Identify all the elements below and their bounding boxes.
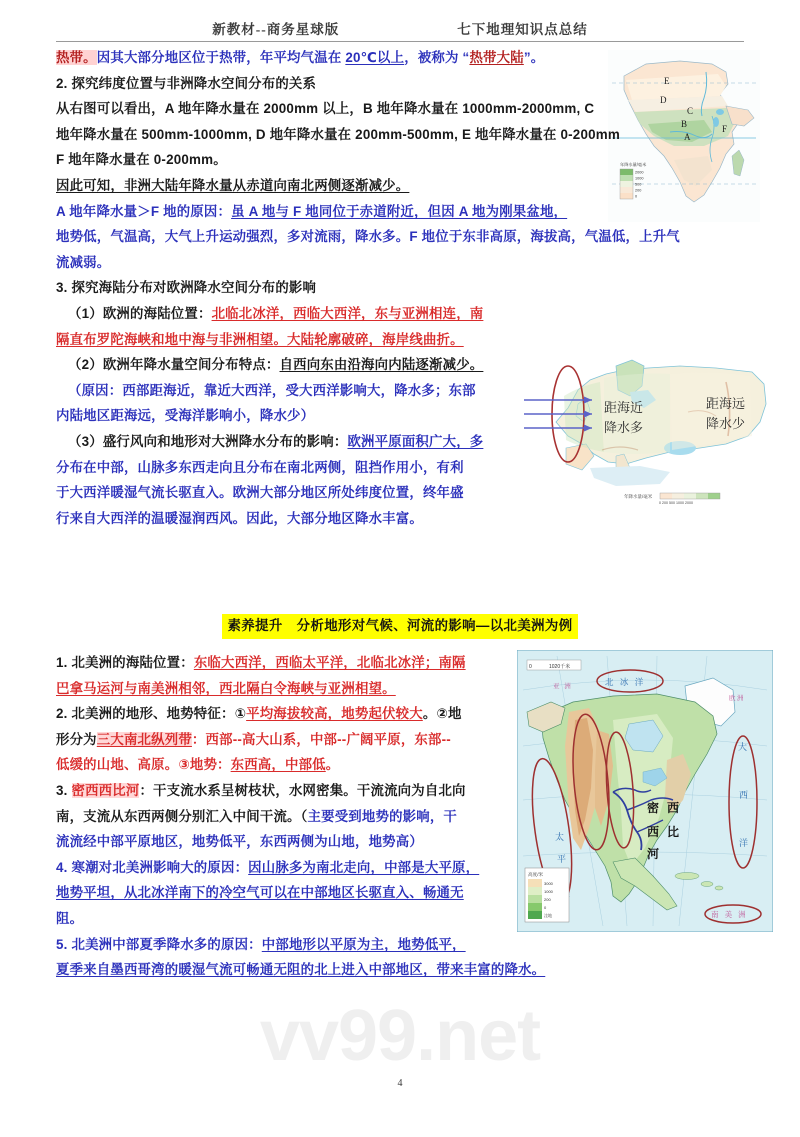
section-banner — [222, 614, 579, 639]
text-line-na-8: 流流经中部平原地区，地势低平，东西两侧为山地，地势高） — [56, 834, 423, 850]
africa-nickname: 热带大陆 — [469, 50, 524, 65]
svg-text:B: B — [681, 119, 688, 129]
text-line-europe-8: 分布在中部，山脉多东西走向且分布在南北两侧，阻挡作用小，有利 — [56, 459, 464, 475]
svg-text:平: 平 — [557, 854, 567, 864]
text-line-europe-6: 内陆地区距海远，受海洋影响小，降水少） — [56, 408, 315, 424]
svg-text:欧洲: 欧洲 — [729, 695, 745, 702]
svg-text:200: 200 — [635, 188, 642, 193]
text-line-na-12 — [56, 932, 744, 958]
na-river-name: 密西西比河 — [71, 782, 140, 798]
text-line-europe-9: 于大西洋暖湿气流长驱直入。欧洲大部分地区所处纬度位置，终年盛 — [56, 485, 464, 501]
svg-text:距海远: 距海远 — [706, 396, 746, 411]
text-line-africa-3: 从右图可以看出，A 地年降水量在 2000mm 以上，B 地年降水量在 1000mm-2000mm, C — [56, 101, 595, 117]
text-line-na-13: 夏季来自墨西哥湾的暖湿气流可畅通无阻的北上进入中部地区，带来丰富的降水。 — [56, 962, 546, 978]
na-pos-answer: 东临大西洋，西临太平洋，北临北冰洋；南隔 — [193, 655, 466, 670]
svg-text:500: 500 — [635, 182, 642, 187]
svg-text:河: 河 — [647, 847, 660, 861]
text-line-na-3 — [56, 701, 744, 727]
svg-text:A: A — [684, 132, 691, 142]
text-line-europe-3: 隔直布罗陀海峡和地中海与非洲相望。大陆轮廓破碎，海岸线曲折。 — [56, 331, 464, 347]
text-line-europe-2 — [56, 301, 744, 327]
na-terrain-a1: 平均海拔较高，地势起伏较大 — [246, 706, 423, 722]
svg-text:西: 西 — [667, 801, 680, 815]
svg-text:北 冰 洋: 北 冰 洋 — [605, 677, 646, 687]
text-line-africa-8: 地势低，气温高，大气上升运动强烈，多对流雨，降水多。F 地位于东非高原，海拔高，气温低，上升气 — [56, 229, 680, 245]
na-river-desc2: 南，支流从东西两侧分别汇入中间干流。（ — [56, 808, 308, 824]
svg-text:1000: 1000 — [544, 889, 553, 894]
svg-text:西: 西 — [647, 825, 660, 839]
svg-text:C: C — [687, 106, 694, 116]
africa-conclusion: 因此可知，非洲大陆年降水量从赤道向南北两侧逐渐减少。 — [56, 177, 410, 193]
text-line-na-5 — [56, 752, 744, 778]
banner-title: 分析地形对气候、河流的影响—以北美洲为例 — [296, 618, 573, 633]
na-terrain-c: 。②地 — [422, 706, 462, 722]
text-line-na-6 — [56, 778, 744, 804]
text-line-africa-7 — [56, 199, 744, 225]
na-relief-end: 。 — [325, 757, 340, 773]
svg-text:200: 200 — [544, 897, 551, 902]
europe-precip-answer: 自西向东由沿海向内陆逐渐减少。 — [279, 357, 484, 373]
main-text-upper — [56, 45, 744, 531]
watermark: vv99.net — [259, 996, 541, 1076]
text-line-europe-7 — [56, 429, 744, 455]
text-line-na-11: 阻。 — [56, 910, 84, 926]
text-line-africa-9: 流减弱。 — [56, 254, 111, 270]
na-relief-answer: 东西高，中部低 — [230, 757, 326, 773]
text-line-na-4 — [56, 727, 744, 753]
africa-q-label: A 地年降水量＞F 地的原因： — [56, 203, 232, 219]
svg-text:大: 大 — [738, 742, 748, 752]
svg-text:密: 密 — [647, 801, 660, 815]
europe-pos-label: （1）欧洲的海陆位置： — [68, 305, 212, 321]
na-belt-term: 三大南北纵列带 — [96, 731, 192, 747]
na-terrain-label: 2. 北美洲的地形、地势特征：① — [56, 706, 247, 722]
text-line-africa-4: 地年降水量在 500mm-1000mm, D 地年降水量在 200mm-500mm, E 地年降水量在 0-200mm — [56, 126, 620, 142]
svg-text:0: 0 — [529, 664, 532, 670]
svg-text:年降水量/毫米: 年降水量/毫米 — [620, 162, 647, 167]
svg-text:洋: 洋 — [739, 838, 749, 848]
text-line-na-1 — [56, 650, 744, 676]
na-relief-label: 低缓的山地、高原。③地势： — [56, 757, 231, 773]
na-cold-answer: 因山脉多为南北走向，中部是大平原， — [248, 859, 480, 875]
banner-tag: 素养提升 — [227, 618, 283, 633]
europe-pos-answer: 北临北冰洋，西临大西洋，东与亚洲相连，南 — [211, 305, 484, 321]
svg-text:D: D — [660, 95, 667, 105]
header-divider — [56, 41, 744, 42]
africa-q-answer: 虽 A 地与 F 地同位于赤道附近，但因 A 地为刚果盆地， — [231, 203, 568, 219]
svg-text:降水多: 降水多 — [604, 420, 644, 435]
text-line-europe-1: 3. 探究海陆分布对欧洲降水空间分布的影响 — [56, 280, 317, 296]
text-line-europe-10: 行来自大西洋的温暖湿润西风。因此，大部分地区降水丰富。 — [56, 510, 423, 526]
header-left-text: 新教材--商务星球版 — [212, 22, 340, 37]
text-line-na-9 — [56, 855, 744, 881]
text-line-na-10: 地势平坦，从北冰洋南下的冷空气可以在中部地区长驱直入、畅通无 — [56, 885, 464, 901]
svg-text:太: 太 — [555, 832, 567, 842]
svg-text:1020千米: 1020千米 — [549, 664, 571, 670]
europe-wind-answer: 欧洲平原面积广大，多 — [347, 433, 484, 449]
africa-temp-value: 20℃以上 — [345, 50, 405, 65]
na-cold-label: 4. 寒潮对北美洲影响大的原因： — [56, 859, 249, 875]
text-line-africa-2: 2. 探究纬度位置与非洲降水空间分布的关系 — [56, 75, 317, 91]
africa-l1-b: 因其大部分地区位于热带，年平均气温在 — [96, 50, 346, 65]
page-number: 4 — [397, 1078, 403, 1089]
na-summer-label: 5. 北美洲中部夏季降水多的原因： — [56, 936, 262, 952]
text-line-africa-1 — [56, 45, 744, 71]
svg-text:F: F — [722, 124, 728, 134]
text-line-europe-5: （原因：西部距海近，靠近大西洋，受大西洋影响大，降水多；东部 — [68, 382, 476, 398]
europe-precip-label: （2）欧洲年降水量空间分布特点： — [68, 357, 280, 373]
na-river-num: 3. — [56, 782, 72, 798]
main-text-lower — [56, 650, 744, 983]
text-line-africa-5: F 地年降水量在 0-200mm。 — [56, 152, 227, 168]
header-right-text: 七下地理知识点总结 — [457, 22, 588, 37]
na-pos-label: 1. 北美洲的海陆位置： — [56, 655, 194, 670]
svg-text:1000: 1000 — [635, 176, 644, 181]
svg-text:0: 0 — [635, 194, 638, 199]
section-banner-row — [0, 614, 800, 639]
svg-text:E: E — [664, 76, 670, 86]
svg-text:年降水量/毫米: 年降水量/毫米 — [624, 494, 653, 499]
na-river-desc: ：干支流水系呈树枝状，水网密集。干流流向为自北向 — [139, 782, 466, 798]
svg-text:降水少: 降水少 — [706, 416, 746, 431]
svg-text:0 200 500 1000 2000: 0 200 500 1000 2000 — [659, 501, 693, 505]
na-belt-detail: ：西部--高大山系，中部--广阔平原，东部-- — [191, 731, 451, 747]
svg-text:3000: 3000 — [544, 881, 553, 886]
svg-text:高度/米: 高度/米 — [528, 872, 544, 877]
svg-text:2000: 2000 — [635, 170, 644, 175]
na-river-reason: 主要受到地势的影响，干 — [307, 808, 458, 824]
svg-text:距海近: 距海近 — [604, 400, 644, 415]
text-line-na-7 — [56, 804, 744, 830]
text-line-europe-4 — [56, 352, 744, 378]
svg-text:南 美 洲: 南 美 洲 — [711, 910, 748, 919]
svg-text:西: 西 — [739, 790, 749, 800]
na-summer-answer: 中部地形以平原为主，地势低平， — [261, 936, 466, 952]
svg-text:比: 比 — [667, 825, 680, 839]
africa-l1-f: ”。 — [523, 50, 545, 65]
svg-text:0: 0 — [544, 905, 547, 910]
svg-text:洼地: 洼地 — [544, 913, 552, 918]
svg-text:亚 洲: 亚 洲 — [553, 683, 573, 690]
tropic-term: 热带。 — [56, 50, 97, 65]
text-line-na-2: 巴拿马运河与南美洲相邻，西北隔白令海峡与亚洲相望。 — [56, 680, 396, 696]
africa-l1-d: ，被称为 “ — [404, 50, 470, 65]
na-belt-label: 形分为 — [56, 731, 97, 747]
europe-wind-label: （3）盛行风向和地形对大洲降水分布的影响： — [68, 433, 348, 449]
